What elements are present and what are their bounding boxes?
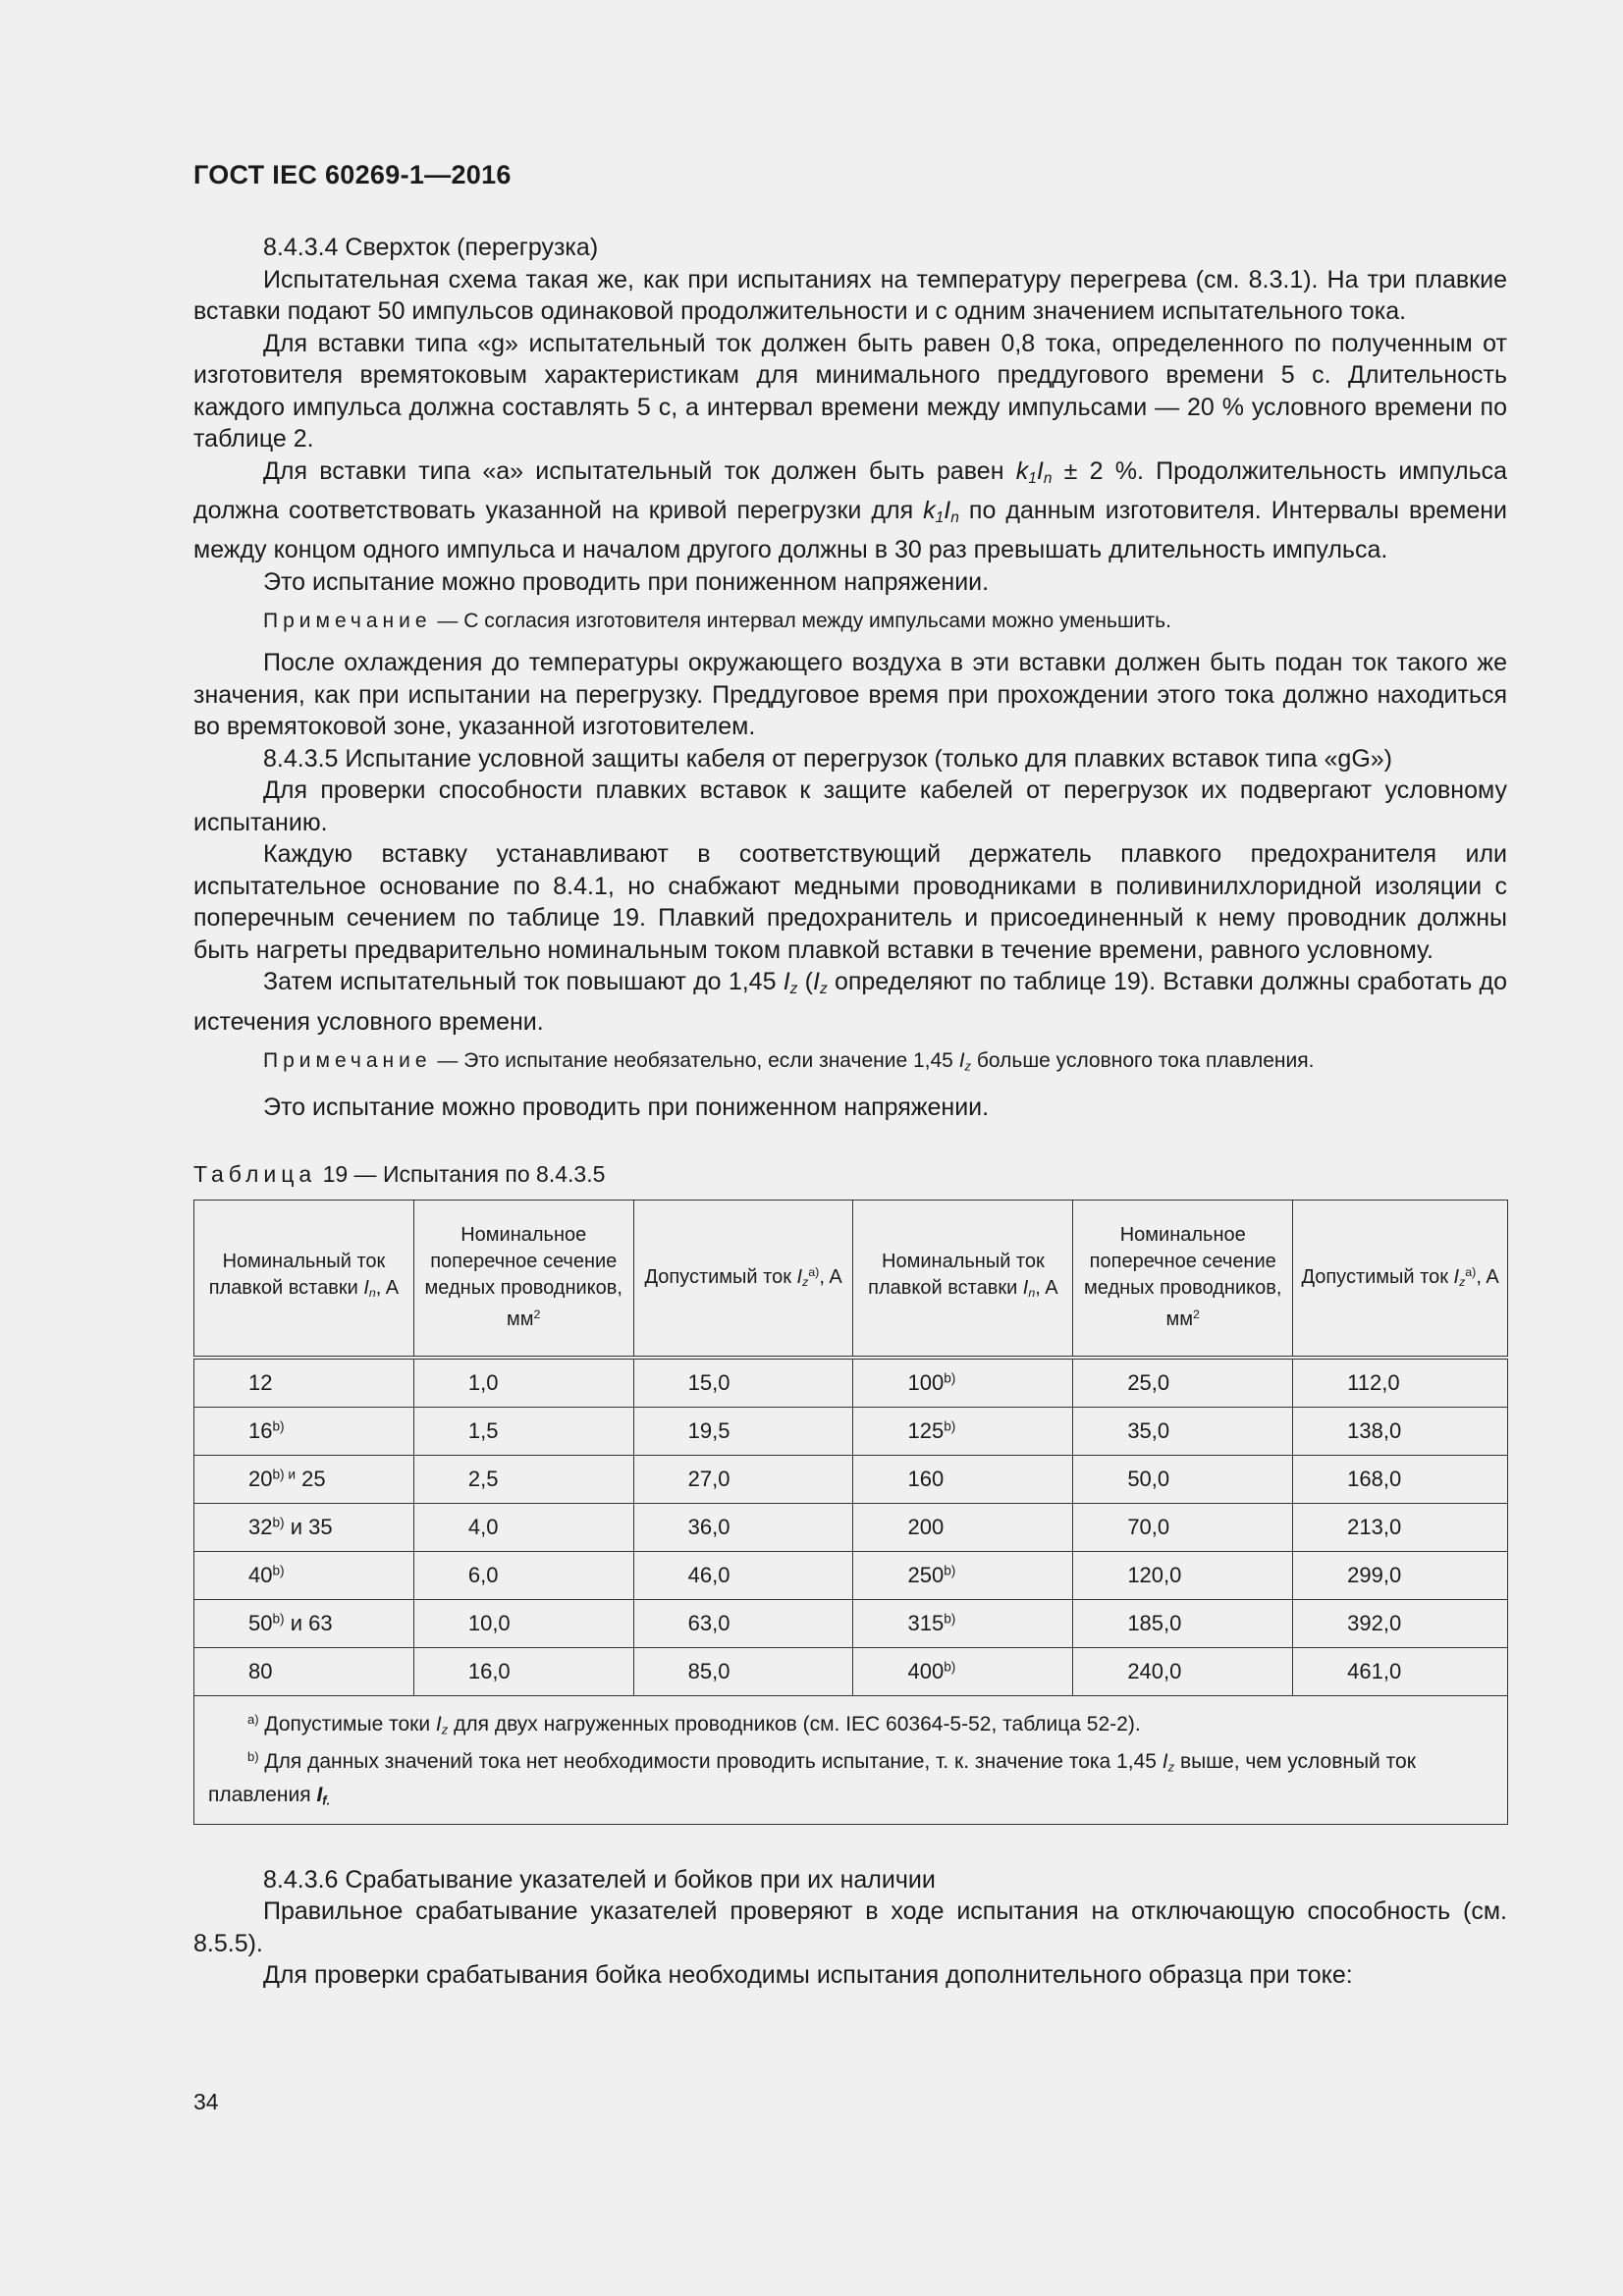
table-caption: Таблица 19 — Испытания по 8.4.3.5 xyxy=(193,1160,606,1187)
cell-cross-section: 1,5 xyxy=(413,1407,633,1455)
cell-permissible-current: 63,0 xyxy=(633,1599,853,1647)
document-body xyxy=(193,232,1507,1992)
col-rated-current: Номинальный ток плавкой вставки $I_n$, A xyxy=(194,1200,414,1358)
table-row xyxy=(194,1599,1508,1647)
cell-permissible-current: 299,0 xyxy=(1293,1551,1508,1599)
cell-rated-current: 250$^{b)}$ xyxy=(853,1551,1073,1599)
cell-cross-section: 240,0 xyxy=(1073,1647,1293,1695)
cell-permissible-current: 213,0 xyxy=(1293,1503,1508,1551)
standard-title: ГОСТ IEC 60269-1—2016 xyxy=(193,160,512,189)
cell-permissible-current: 85,0 xyxy=(633,1647,853,1695)
note: Примечание — Это испытание необязательно, если значение 1,45 $I_z$ больше условного тока плавления. xyxy=(263,1049,1315,1074)
table-row xyxy=(194,1455,1508,1503)
table-19 xyxy=(193,1200,1508,1825)
cell-permissible-current: 461,0 xyxy=(1293,1647,1508,1695)
section-8435-heading: 8.4.3.5 Испытание условной защиты кабеля от перегрузок (только для плавких вставок типа «gG») xyxy=(263,744,1392,773)
cell-cross-section: 120,0 xyxy=(1073,1551,1293,1599)
paragraph: Затем испытательный ток повышают до 1,45 $I_z$ ($I_z$ определяют по таблице 19). Вставки должны сработать до истечения условного времени. xyxy=(193,968,1507,1036)
cell-permissible-current: 46,0 xyxy=(633,1551,853,1599)
cell-cross-section: 16,0 xyxy=(413,1647,633,1695)
col-rated-current: Номинальный ток плавкой вставки $I_n$, A xyxy=(853,1200,1073,1358)
cell-permissible-current: 112,0 xyxy=(1293,1358,1508,1408)
cell-rated-current: 16$^{b)}$ xyxy=(194,1407,414,1455)
cell-cross-section: 6,0 xyxy=(413,1551,633,1599)
cell-cross-section: 185,0 xyxy=(1073,1599,1293,1647)
col-permissible-current: Допустимый ток $I_z^{a)}$, A xyxy=(633,1200,853,1358)
cell-rated-current: 200 xyxy=(853,1503,1073,1551)
cell-permissible-current: 19,5 xyxy=(633,1407,853,1455)
table-header-row xyxy=(194,1200,1508,1358)
col-permissible-current: Допустимый ток $I_z^{a)}$, A xyxy=(1293,1200,1508,1358)
cell-permissible-current: 36,0 xyxy=(633,1503,853,1551)
table-row xyxy=(194,1407,1508,1455)
table-row xyxy=(194,1503,1508,1551)
table-footnotes xyxy=(194,1695,1508,1824)
footnote-a: $^{a)}$ Допустимые токи $I_z$ для двух нагруженных проводников (см. IEC 60364-5-52, таблица 52-2). xyxy=(247,1711,1141,1737)
page-number: 34 xyxy=(193,2089,219,2114)
cell-rated-current: 12 xyxy=(194,1358,414,1408)
col-cross-section: Номинальное поперечное сечение медных проводников, $мм^2$ xyxy=(413,1200,633,1358)
cell-cross-section: 70,0 xyxy=(1073,1503,1293,1551)
cell-rated-current: $20^{b) и}$ 25 xyxy=(194,1455,414,1503)
cell-rated-current: 125$^{b)}$ xyxy=(853,1407,1073,1455)
table-row xyxy=(194,1551,1508,1599)
footnotes-cell xyxy=(194,1695,1508,1824)
cell-rated-current: 400$^{b)}$ xyxy=(853,1647,1073,1695)
table-row xyxy=(194,1358,1508,1408)
cell-permissible-current: 27,0 xyxy=(633,1455,853,1503)
cell-permissible-current: 138,0 xyxy=(1293,1407,1508,1455)
cell-cross-section: 25,0 xyxy=(1073,1358,1293,1408)
paragraph: Испытательная схема такая же, как при испытаниях на температуру перегрева (см. 8.3.1). На три плавкие вставки подают 50 импульсов одинаковой продолжительности и с одним значением испытательного тока. xyxy=(193,265,1507,325)
cell-permissible-current: 15,0 xyxy=(633,1358,853,1408)
col-cross-section: Номинальное поперечное сечение медных проводников, $мм^2$ xyxy=(1073,1200,1293,1358)
cell-rated-current: 50$^{b)}$ и 63 xyxy=(194,1599,414,1647)
paragraph: Для вставки типа «а» испытательный ток должен быть равен $k_1I_n \pm 2$ %. Продолжительность импульса должна соответствовать указанной на кривой перегрузки для $k_1I_n$ по данным изготовителя. Интервалы времени между концом одного импульса и началом другого должны в 30 раз превышать длительность импульса. xyxy=(193,456,1507,564)
cell-cross-section: 2,5 xyxy=(413,1455,633,1503)
footnote-b: $^{b)}$ Для данных значений тока нет необходимости проводить испытание, т. к. значение тока 1,45 $I_z$ выше, чем условный ток плавления $I_{f.}$ xyxy=(208,1749,1416,1807)
paragraph: Правильное срабатывание указателей проверяют в ходе испытания на отключающую способность (см. 8.5.5). xyxy=(193,1897,1507,1957)
cell-cross-section: 10,0 xyxy=(413,1599,633,1647)
note: Примечание — С согласия изготовителя интервал между импульсами можно уменьшить. xyxy=(263,610,1171,633)
paragraph: Каждую вставку устанавливают в соответствующий держатель плавкого предохранителя или испытательное основание по 8.4.1, но снабжают медными проводниками в поливинилхлоридной изоляции с поперечным сечением по таблице 19. Плавкий предохранитель и присоединенный к нему проводник должны быть нагреты предварительно номинальным током плавкой вставки в течение времени, равного условному. xyxy=(193,840,1507,964)
paragraph: Для проверки способности плавких вставок к защите кабелей от перегрузок их подвергают условному испытанию. xyxy=(193,776,1507,836)
cell-rated-current: 32$^{b)}$ и 35 xyxy=(194,1503,414,1551)
cell-rated-current: 40$^{b)}$ xyxy=(194,1551,414,1599)
table-row xyxy=(194,1647,1508,1695)
paragraph: Это испытание можно проводить при пониженном напряжении. xyxy=(263,567,990,596)
section-8434-heading: 8.4.3.4 Сверхток (перегрузка) xyxy=(263,234,599,261)
cell-rated-current: 160 xyxy=(853,1455,1073,1503)
cell-rated-current: 100$^{b)}$ xyxy=(853,1358,1073,1408)
cell-permissible-current: 168,0 xyxy=(1293,1455,1508,1503)
paragraph: Для вставки типа «g» испытательный ток должен быть равен 0,8 тока, определенного по полученным от изготовителя времятоковым характеристикам для минимального преддугового времени 5 с. Длительность каждого импульса должна составлять 5 с, а интервал времени между импульсами — 20 % условного времени по таблице 2. xyxy=(193,329,1507,453)
cell-permissible-current: 392,0 xyxy=(1293,1599,1508,1647)
paragraph: Для проверки срабатывания бойка необходимы испытания дополнительного образца при токе: xyxy=(263,1961,1353,1990)
cell-rated-current: 315$^{b)}$ xyxy=(853,1599,1073,1647)
paragraph: Это испытание можно проводить при пониженном напряжении. xyxy=(263,1094,990,1122)
cell-cross-section: 4,0 xyxy=(413,1503,633,1551)
paragraph: После охлаждения до температуры окружающего воздуха в эти вставки должен быть подан ток такого же значения, как при испытании на перегрузку. Преддуговое время при прохождении этого тока должно находиться во времятоковой зоне, указанной изготовителем. xyxy=(193,649,1507,741)
cell-cross-section: 50,0 xyxy=(1073,1455,1293,1503)
cell-cross-section: 35,0 xyxy=(1073,1407,1293,1455)
cell-rated-current: 80 xyxy=(194,1647,414,1695)
cell-cross-section: 1,0 xyxy=(413,1358,633,1408)
section-8436-heading: 8.4.3.6 Срабатывание указателей и бойков при их наличии xyxy=(263,1865,936,1894)
